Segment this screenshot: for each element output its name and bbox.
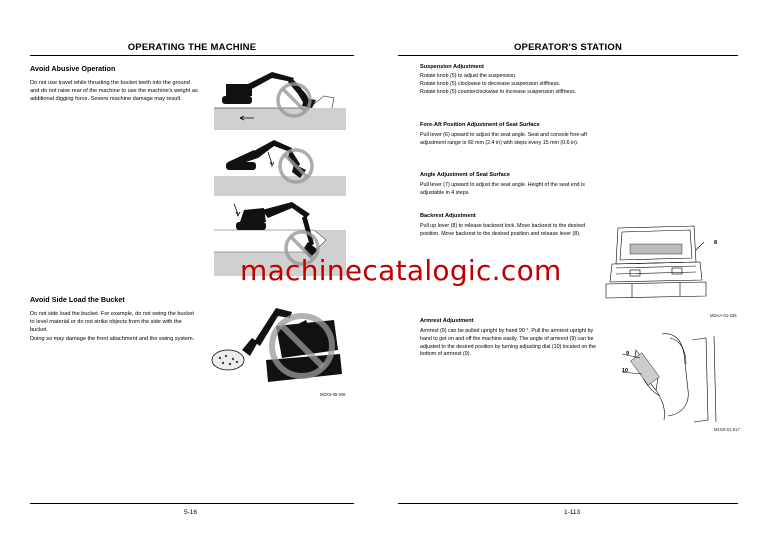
section-body-suspension: Rotate knob (5) to adjust the suspension. Rotate knob (5) clockwise to decrease suspension stiffness. Rotate knob (5) counterclockwise to increase suspension stiffness. <box>420 73 577 95</box>
abusive-operation-figure-2 <box>214 136 346 196</box>
side-load-figure <box>206 298 354 390</box>
section-body-side-load: Do not side load the bucket. For example, do not swing the bucket to level material or do not strike objects from the side with the bucket. Doing so may damage the front attachment and the swing system. <box>30 311 195 342</box>
backrest-seat-figure <box>602 218 710 310</box>
section-title-suspension: Suspension Adjustment <box>420 64 484 70</box>
armrest-figure <box>622 330 722 424</box>
section-body-fore-aft: Pull lever (6) upward to adjust the seat angle. Seat and console fore-aft adjustment range is 60 mm (2.4 in) with steps every 15 mm (0.6 in). <box>420 132 587 146</box>
section-body-backrest: Pull up lever (8) to release backrest lock. Move backrest to the desired position. Move backrest to the desired position and release lever (8). <box>420 223 586 237</box>
armrest-figure-caption: M1G6-01-017 <box>714 427 740 432</box>
left-footer-rule <box>30 503 354 504</box>
abusive-operation-figure-1 <box>214 68 346 130</box>
right-footer-rule <box>398 503 738 504</box>
left-page-number: 5-16 <box>184 509 198 516</box>
section-body-armrest: Armrest (9) can be pulled upright by hand 90 °. Pull the armrest upright by hand to get on and off the machine easily. The angle of armrest (9) can be adjusted to the desired position by turning adjusting dial (10) located on the bottom of armrest (9). <box>420 328 597 358</box>
section-title-abusive-operation: Avoid Abusive Operation <box>30 64 116 73</box>
callout-8: 8 <box>714 240 718 246</box>
section-title-backrest: Backrest Adjustment <box>420 213 476 219</box>
right-page-header: OPERATOR'S STATION <box>513 42 623 53</box>
backrest-figure-caption: MDAA-01-335 <box>710 313 737 318</box>
section-title-angle: Angle Adjustment of Seat Surface <box>420 172 510 178</box>
left-page-header: OPERATING THE MACHINE <box>127 42 257 53</box>
section-body-abusive-operation: Do not use travel while thrusting the bucket teeth into the ground and do not raise rear of the machine to use the machine's weight as additional digging force. Severe machine damage may result. <box>30 80 198 103</box>
section-body-angle: Pull lever (7) upward to adjust the seat angle. Height of the seat end is adjustable in 4 steps. <box>420 182 585 196</box>
callout-9: 9 <box>626 351 630 357</box>
watermark-text: machinecatalogic.com <box>240 254 562 287</box>
right-page-number: 1-113 <box>564 509 581 516</box>
left-header-rule <box>30 55 354 56</box>
section-title-side-load: Avoid Side Load the Bucket <box>30 295 125 304</box>
section-title-armrest: Armrest Adjustment <box>420 318 474 324</box>
side-load-figure-caption: MZX3-05-006 <box>320 392 346 397</box>
section-title-fore-aft: Fore-Aft Position Adjustment of Seat Surface <box>420 122 540 128</box>
callout-10: 10 <box>622 368 629 374</box>
right-header-rule <box>398 55 738 56</box>
